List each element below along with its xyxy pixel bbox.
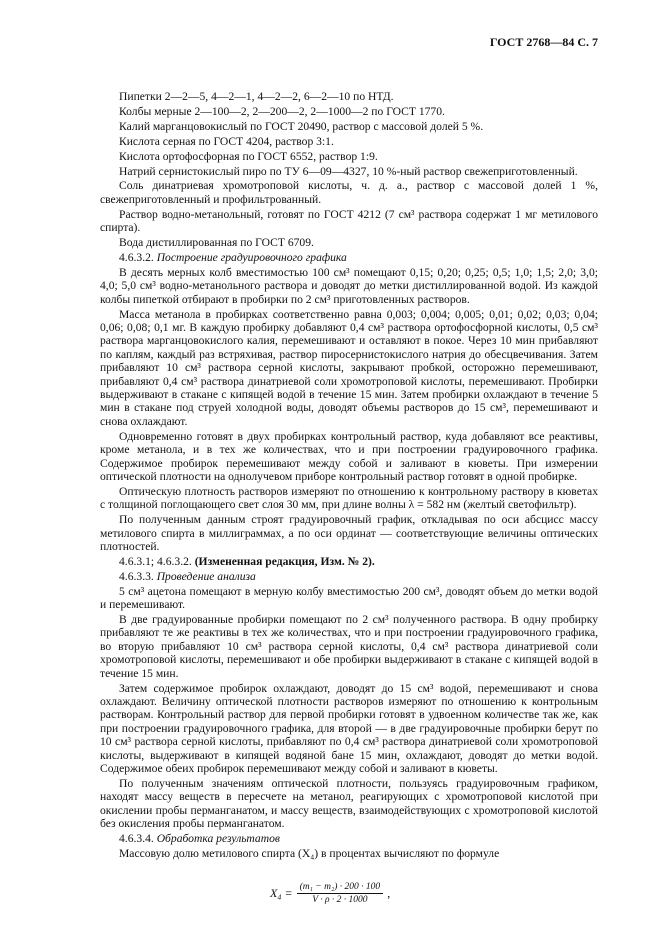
paragraph: Масса метанола в пробирках соответственно равна 0,003; 0,004; 0,005; 0,01; 0,02; 0,03; 0,04; 0,06; 0,08; 0,1 мг. В каждую пробирку добавляют 0,4 см³ раствора ортофосфорной кислоты, 0,5 см³ раствора марганцовокислого калия, перемешивают и оставляют в покое. Через 10 мин прибавляют по каплям, каждый раз встряхивая, раствор пиросернистокислого натрия до обесцвечивания. Затем прибавляют 10 см³ раствора серной кислоты, закрывают пробкой, осторожно перемешивают, прибавляют 0,4 см³ раствора динатриевой соли хромотроповой кислоты, перемешивают. Пробирки выдерживают в стакане с кипящей водой в течение 15 мин. Затем пробирки охлаждают в течение 5 мин в стакане под струей холодной воды, доводят объемы растворов до 15 см³, перемешивают и снова охлаждают. [100, 307, 598, 428]
document-body [100, 90, 598, 860]
paragraph: Оптическую плотность растворов измеряют по отношению к контрольному раствору в кюветах с толщиной поглощающего свет слоя 30 мм, при длине волны λ = 582 нм (желтый светофильтр). [100, 484, 598, 512]
section-title: Проведение анализа [156, 569, 256, 583]
paragraph: Кислота ортофосфорная по ГОСТ 6552, раствор 1:9. [119, 149, 378, 163]
revision-note [100, 555, 598, 568]
paragraph: Раствор водно-метанольный, готовят по ГОСТ 4212 (7 см³ раствора содержат 1 мг метилового спирта). [100, 207, 598, 235]
page-header: ГОСТ 2768—84 С. 7 [489, 35, 598, 49]
formula-denominator: V · ρ · 2 · 1000 [312, 895, 368, 906]
section-heading [100, 570, 598, 583]
paragraph: Натрий сернистокислый пиро по ТУ 6—09—4327, 10 %-ный раствор свежеприготовленный. [119, 164, 578, 178]
section-heading [100, 251, 598, 264]
section-number: 4.6.3.2. [119, 250, 157, 264]
formula-fraction [297, 882, 384, 905]
paragraph: Массовую долю метилового спирта (X₄) в процентах вычисляют по формуле [119, 846, 500, 860]
page-content [100, 90, 598, 905]
section-number: 4.6.3.1; 4.6.3.2. [119, 554, 195, 568]
paragraph: Соль динатриевая хромотроповой кислоты, ч. д. а., раствор с массовой долей 1 %, свежеприготовленный и профильтрованный. [100, 179, 598, 206]
section-number: 4.6.3.3. [119, 569, 157, 583]
paragraph: Колбы мерные 2—100—2, 2—200—2, 2—1000—2 по ГОСТ 1770. [119, 104, 445, 118]
section-heading [100, 832, 598, 845]
formula-trail: , [387, 886, 391, 901]
section-title: Построение градуировочного графика [156, 250, 347, 264]
section-number: 4.6.3.4. [119, 832, 157, 846]
paragraph: 5 см³ ацетона помещают в мерную колбу вместимостью 200 см³, доводят объем до метки водой и перемешивают. [100, 584, 598, 612]
paragraph: По полученным данным строят градуировочный график, откладывая по оси абсцисс массу метилового спирта в миллиграммах, а по оси ординат — соответствующие величины оптических плотностей. [100, 513, 598, 553]
paragraph: Кислота серная по ГОСТ 4204, раствор 3:1. [119, 134, 334, 148]
paragraph: Затем содержимое пробирок охлаждают, доводят до 15 см³ водой, перемешивают и снова охлаждают. Величину оптической плотности растворов измеряют по отношению к контрольным растворам. Контрольный раствор для первой пробирки готовят в удвоенном количестве так же, как при построении градуировочного графика, для второй — в две градуировочные пробирки берут по 10 см³ раствора серной кислоты, прибавляют по 0,4 см³ раствора динатриевой соли хромотроповой кислоты, выдерживают в кипящей водяной бане 15 мин, охлаждают, доводят до метки водой. Содержимое обеих пробирок перемешивают между собой и заливают в кюветы. [100, 681, 598, 775]
paragraph: Калий марганцовокислый по ГОСТ 20490, раствор с массовой долей 5 %. [119, 119, 484, 133]
paragraph: Одновременно готовят в двух пробирках контрольный раствор, куда добавляют все реактивы, кроме метанола, и в тех же количествах, что и при построении градуировочного графика. Содержимое пробирок перемешивают между собой и заливают в кюветы. При измерении оптической плотности на однолучевом приборе контрольный раствор готовят в одной пробирке. [100, 429, 598, 483]
revision-text: (Измененная редакция, Изм. № 2). [194, 554, 375, 568]
formula-lhs: X₄ = [270, 886, 293, 901]
formula-x4 [270, 882, 598, 905]
formula-numerator: (m₁ − m₂) · 200 · 100 [297, 882, 384, 894]
paragraph: Вода дистиллированная по ГОСТ 6709. [119, 236, 314, 250]
paragraph: Пипетки 2—2—5, 4—2—1, 4—2—2, 6—2—10 по НТД. [119, 90, 394, 103]
section-title: Обработка результатов [156, 832, 280, 846]
paragraph: По полученным значениям оптической плотности, пользуясь градуировочным графиком, находят массу веществ в пересчете на метанол, реагирующих с хромотроповой кислотой при окислении пробы перманганатом, и массу веществ, взаимодействующих с хромотроповой кислотой без окисления пробы перманганатом. [100, 776, 598, 831]
paragraph: В десять мерных колб вместимостью 100 см³ помещают 0,15; 0,20; 0,25; 0,5; 1,0; 1,5; 2,0; 3,0; 4,0; 5,0 см³ водно-метанольного раствора и доводят до метки дистиллированной водой. Из каждой колбы пипеткой отбирают в пробирки по 2 см³ приготовленных растворов. [100, 265, 598, 306]
paragraph: В две градуированные пробирки помещают по 2 см³ полученного раствора. В одну пробирку прибавляют те же реактивы в тех же количествах, что и при построении градуировочного графика, во вторую прибавляют 10 см³ раствора серной кислоты, 0,4 см³ раствора динатриевой соли хромотроповой кислоты, перемешивают и обе пробирки выдерживают в стакане с кипящей водой в течение 15 мин. [100, 613, 598, 680]
